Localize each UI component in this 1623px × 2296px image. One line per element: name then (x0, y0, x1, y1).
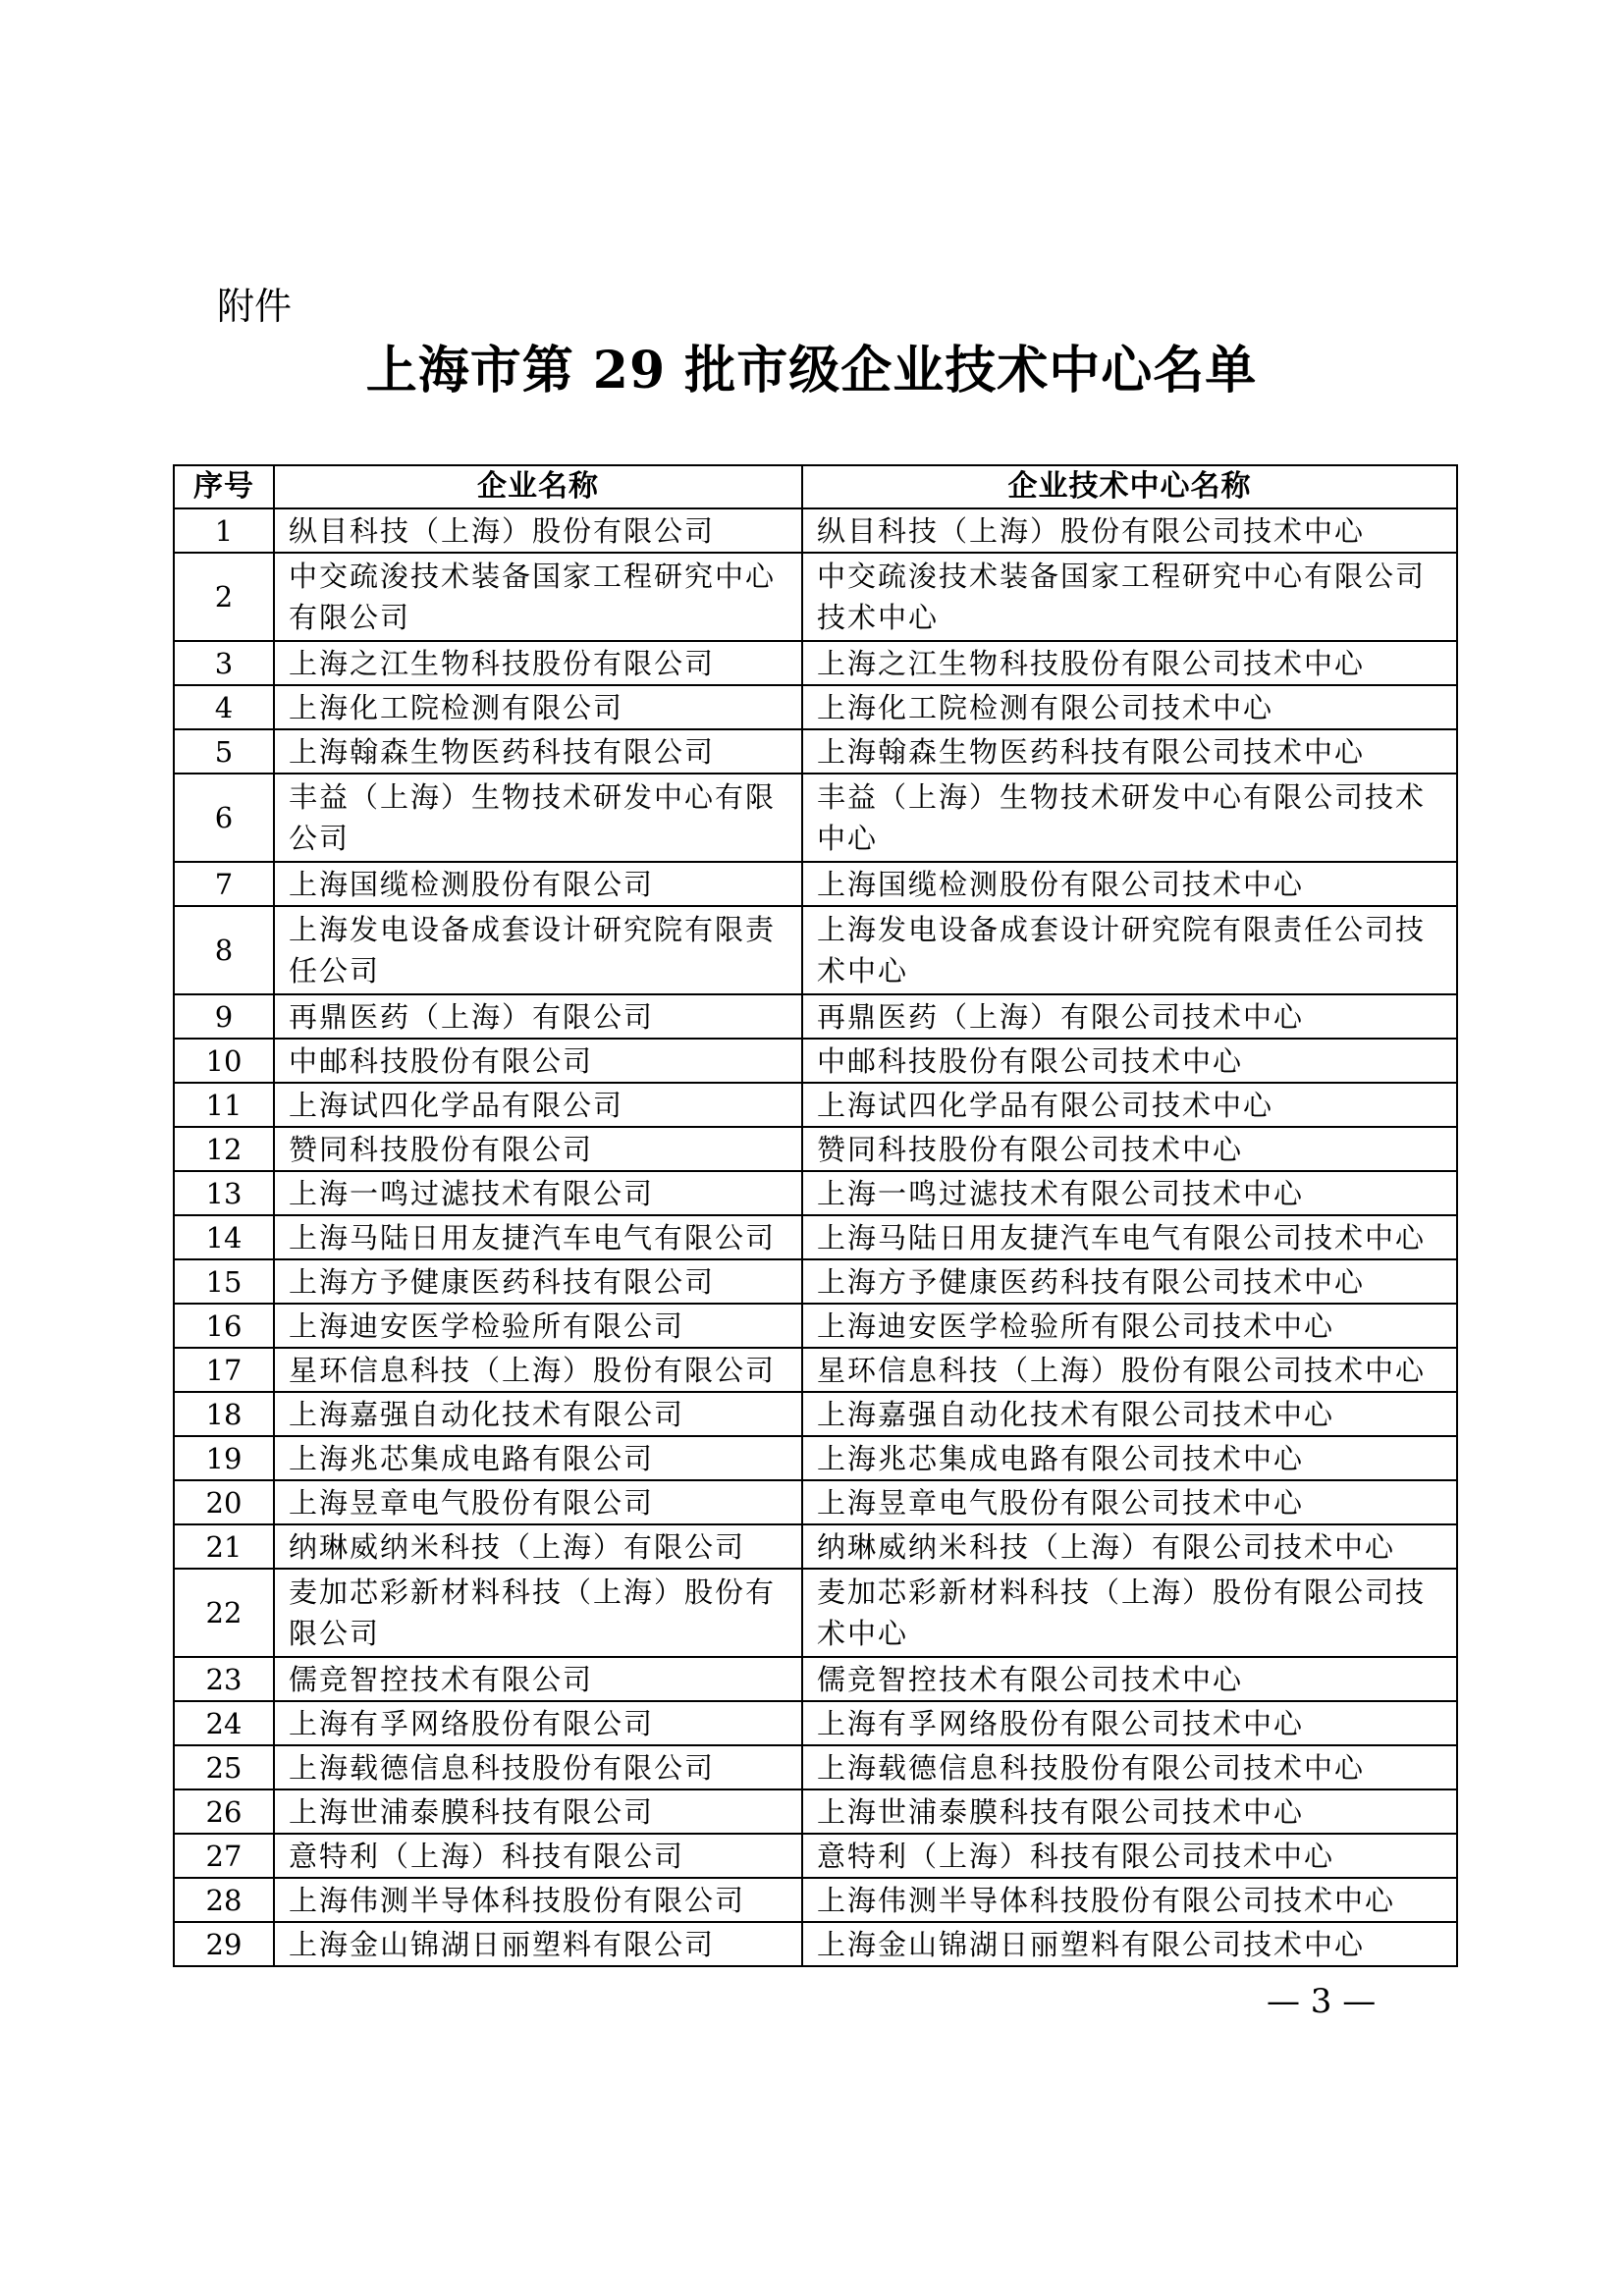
company-name: 星环信息科技（上海）股份有限公司 (274, 1348, 802, 1392)
company-name: 上海翰森生物医药科技有限公司 (274, 729, 802, 774)
serial-number: 15 (174, 1259, 274, 1304)
serial-number: 3 (174, 641, 274, 685)
table-row (174, 1657, 1457, 1701)
company-name: 上海迪安医学检验所有限公司 (274, 1304, 802, 1348)
serial-number: 20 (174, 1480, 274, 1524)
company-name: 上海有孚网络股份有限公司 (274, 1701, 802, 1745)
table-row (174, 1348, 1457, 1392)
table-row (174, 1789, 1457, 1834)
table-row (174, 862, 1457, 906)
header-row (174, 465, 1457, 508)
tech-center-name: 上海兆芯集成电路有限公司技术中心 (802, 1436, 1457, 1480)
tech-center-name: 麦加芯彩新材料科技（上海）股份有限公司技术中心 (802, 1569, 1457, 1657)
attachment-label: 附件 (217, 285, 293, 328)
serial-number: 5 (174, 729, 274, 774)
company-name: 纵目科技（上海）股份有限公司 (274, 508, 802, 553)
company-name: 上海嘉强自动化技术有限公司 (274, 1392, 802, 1436)
company-name: 上海马陆日用友捷汽车电气有限公司 (274, 1215, 802, 1259)
tech-center-name: 上海金山锦湖日丽塑料有限公司技术中心 (802, 1922, 1457, 1966)
table-row (174, 1922, 1457, 1966)
tech-center-name: 上海翰森生物医药科技有限公司技术中心 (802, 729, 1457, 774)
tech-center-name: 中邮科技股份有限公司技术中心 (802, 1039, 1457, 1083)
company-name: 上海之江生物科技股份有限公司 (274, 641, 802, 685)
company-list-table (173, 464, 1458, 1967)
serial-number: 7 (174, 862, 274, 906)
tech-center-name: 上海试四化学品有限公司技术中心 (802, 1083, 1457, 1127)
table-row (174, 1127, 1457, 1171)
tech-center-name: 上海国缆检测股份有限公司技术中心 (802, 862, 1457, 906)
table-row (174, 553, 1457, 641)
company-name: 纳琳威纳米科技（上海）有限公司 (274, 1524, 802, 1569)
table-row (174, 1701, 1457, 1745)
company-name: 上海国缆检测股份有限公司 (274, 862, 802, 906)
document-title: 上海市第 29 批市级企业技术中心名单 (365, 341, 1258, 400)
serial-number: 9 (174, 994, 274, 1039)
company-name: 上海发电设备成套设计研究院有限责任公司 (274, 906, 802, 994)
table-row (174, 508, 1457, 553)
company-name: 上海伟测半导体科技股份有限公司 (274, 1878, 802, 1922)
header-tech-center-name: 企业技术中心名称 (802, 465, 1457, 508)
tech-center-name: 中交疏浚技术装备国家工程研究中心有限公司技术中心 (802, 553, 1457, 641)
serial-number: 14 (174, 1215, 274, 1259)
tech-center-name: 再鼎医药（上海）有限公司技术中心 (802, 994, 1457, 1039)
serial-number: 6 (174, 774, 274, 862)
company-name: 上海兆芯集成电路有限公司 (274, 1436, 802, 1480)
serial-number: 28 (174, 1878, 274, 1922)
table-row (174, 1304, 1457, 1348)
table-row (174, 729, 1457, 774)
table-row (174, 1215, 1457, 1259)
serial-number: 17 (174, 1348, 274, 1392)
tech-center-name: 星环信息科技（上海）股份有限公司技术中心 (802, 1348, 1457, 1392)
tech-center-name: 纳琳威纳米科技（上海）有限公司技术中心 (802, 1524, 1457, 1569)
table-row (174, 1171, 1457, 1215)
serial-number: 18 (174, 1392, 274, 1436)
tech-center-name: 纵目科技（上海）股份有限公司技术中心 (802, 508, 1457, 553)
tech-center-name: 上海发电设备成套设计研究院有限责任公司技术中心 (802, 906, 1457, 994)
table-row (174, 994, 1457, 1039)
serial-number: 12 (174, 1127, 274, 1171)
header-serial-number: 序号 (174, 465, 274, 508)
company-name: 上海化工院检测有限公司 (274, 685, 802, 729)
table-row (174, 1834, 1457, 1878)
page-number: — 3 — (1267, 1982, 1377, 2021)
tech-center-name: 上海有孚网络股份有限公司技术中心 (802, 1701, 1457, 1745)
serial-number: 24 (174, 1701, 274, 1745)
company-name: 上海试四化学品有限公司 (274, 1083, 802, 1127)
tech-center-name: 上海马陆日用友捷汽车电气有限公司技术中心 (802, 1215, 1457, 1259)
tech-center-name: 上海之江生物科技股份有限公司技术中心 (802, 641, 1457, 685)
table-row (174, 1878, 1457, 1922)
company-name: 意特利（上海）科技有限公司 (274, 1834, 802, 1878)
company-name: 再鼎医药（上海）有限公司 (274, 994, 802, 1039)
company-name: 上海一鸣过滤技术有限公司 (274, 1171, 802, 1215)
table-row (174, 1480, 1457, 1524)
company-name: 上海金山锦湖日丽塑料有限公司 (274, 1922, 802, 1966)
serial-number: 13 (174, 1171, 274, 1215)
table-row (174, 1524, 1457, 1569)
serial-number: 10 (174, 1039, 274, 1083)
company-name: 中邮科技股份有限公司 (274, 1039, 802, 1083)
table-row (174, 685, 1457, 729)
table-row (174, 1569, 1457, 1657)
table-row (174, 1039, 1457, 1083)
company-name: 赞同科技股份有限公司 (274, 1127, 802, 1171)
company-name: 上海世浦泰膜科技有限公司 (274, 1789, 802, 1834)
tech-center-name: 上海昱章电气股份有限公司技术中心 (802, 1480, 1457, 1524)
table-row (174, 641, 1457, 685)
company-name: 上海载德信息科技股份有限公司 (274, 1745, 802, 1789)
serial-number: 1 (174, 508, 274, 553)
serial-number: 4 (174, 685, 274, 729)
table-header (174, 465, 1457, 508)
serial-number: 2 (174, 553, 274, 641)
company-name: 上海昱章电气股份有限公司 (274, 1480, 802, 1524)
tech-center-name: 上海载德信息科技股份有限公司技术中心 (802, 1745, 1457, 1789)
tech-center-name: 上海迪安医学检验所有限公司技术中心 (802, 1304, 1457, 1348)
company-name: 儒竞智控技术有限公司 (274, 1657, 802, 1701)
table-row (174, 1436, 1457, 1480)
tech-center-name: 上海世浦泰膜科技有限公司技术中心 (802, 1789, 1457, 1834)
serial-number: 11 (174, 1083, 274, 1127)
serial-number: 16 (174, 1304, 274, 1348)
table-row (174, 906, 1457, 994)
tech-center-name: 上海方予健康医药科技有限公司技术中心 (802, 1259, 1457, 1304)
serial-number: 21 (174, 1524, 274, 1569)
serial-number: 8 (174, 906, 274, 994)
table-row (174, 1392, 1457, 1436)
tech-center-name: 上海化工院检测有限公司技术中心 (802, 685, 1457, 729)
tech-center-name: 赞同科技股份有限公司技术中心 (802, 1127, 1457, 1171)
serial-number: 23 (174, 1657, 274, 1701)
serial-number: 26 (174, 1789, 274, 1834)
tech-center-name: 儒竞智控技术有限公司技术中心 (802, 1657, 1457, 1701)
serial-number: 25 (174, 1745, 274, 1789)
company-name: 中交疏浚技术装备国家工程研究中心有限公司 (274, 553, 802, 641)
company-name: 麦加芯彩新材料科技（上海）股份有限公司 (274, 1569, 802, 1657)
header-company-name: 企业名称 (274, 465, 802, 508)
tech-center-name: 丰益（上海）生物技术研发中心有限公司技术中心 (802, 774, 1457, 862)
serial-number: 27 (174, 1834, 274, 1878)
serial-number: 29 (174, 1922, 274, 1966)
table-row (174, 774, 1457, 862)
table-row (174, 1083, 1457, 1127)
tech-center-name: 上海一鸣过滤技术有限公司技术中心 (802, 1171, 1457, 1215)
tech-center-name: 意特利（上海）科技有限公司技术中心 (802, 1834, 1457, 1878)
table-row (174, 1259, 1457, 1304)
table-row (174, 1745, 1457, 1789)
serial-number: 19 (174, 1436, 274, 1480)
table-body (174, 508, 1457, 1966)
tech-center-name: 上海嘉强自动化技术有限公司技术中心 (802, 1392, 1457, 1436)
serial-number: 22 (174, 1569, 274, 1657)
company-name: 丰益（上海）生物技术研发中心有限公司 (274, 774, 802, 862)
tech-center-name: 上海伟测半导体科技股份有限公司技术中心 (802, 1878, 1457, 1922)
company-name: 上海方予健康医药科技有限公司 (274, 1259, 802, 1304)
